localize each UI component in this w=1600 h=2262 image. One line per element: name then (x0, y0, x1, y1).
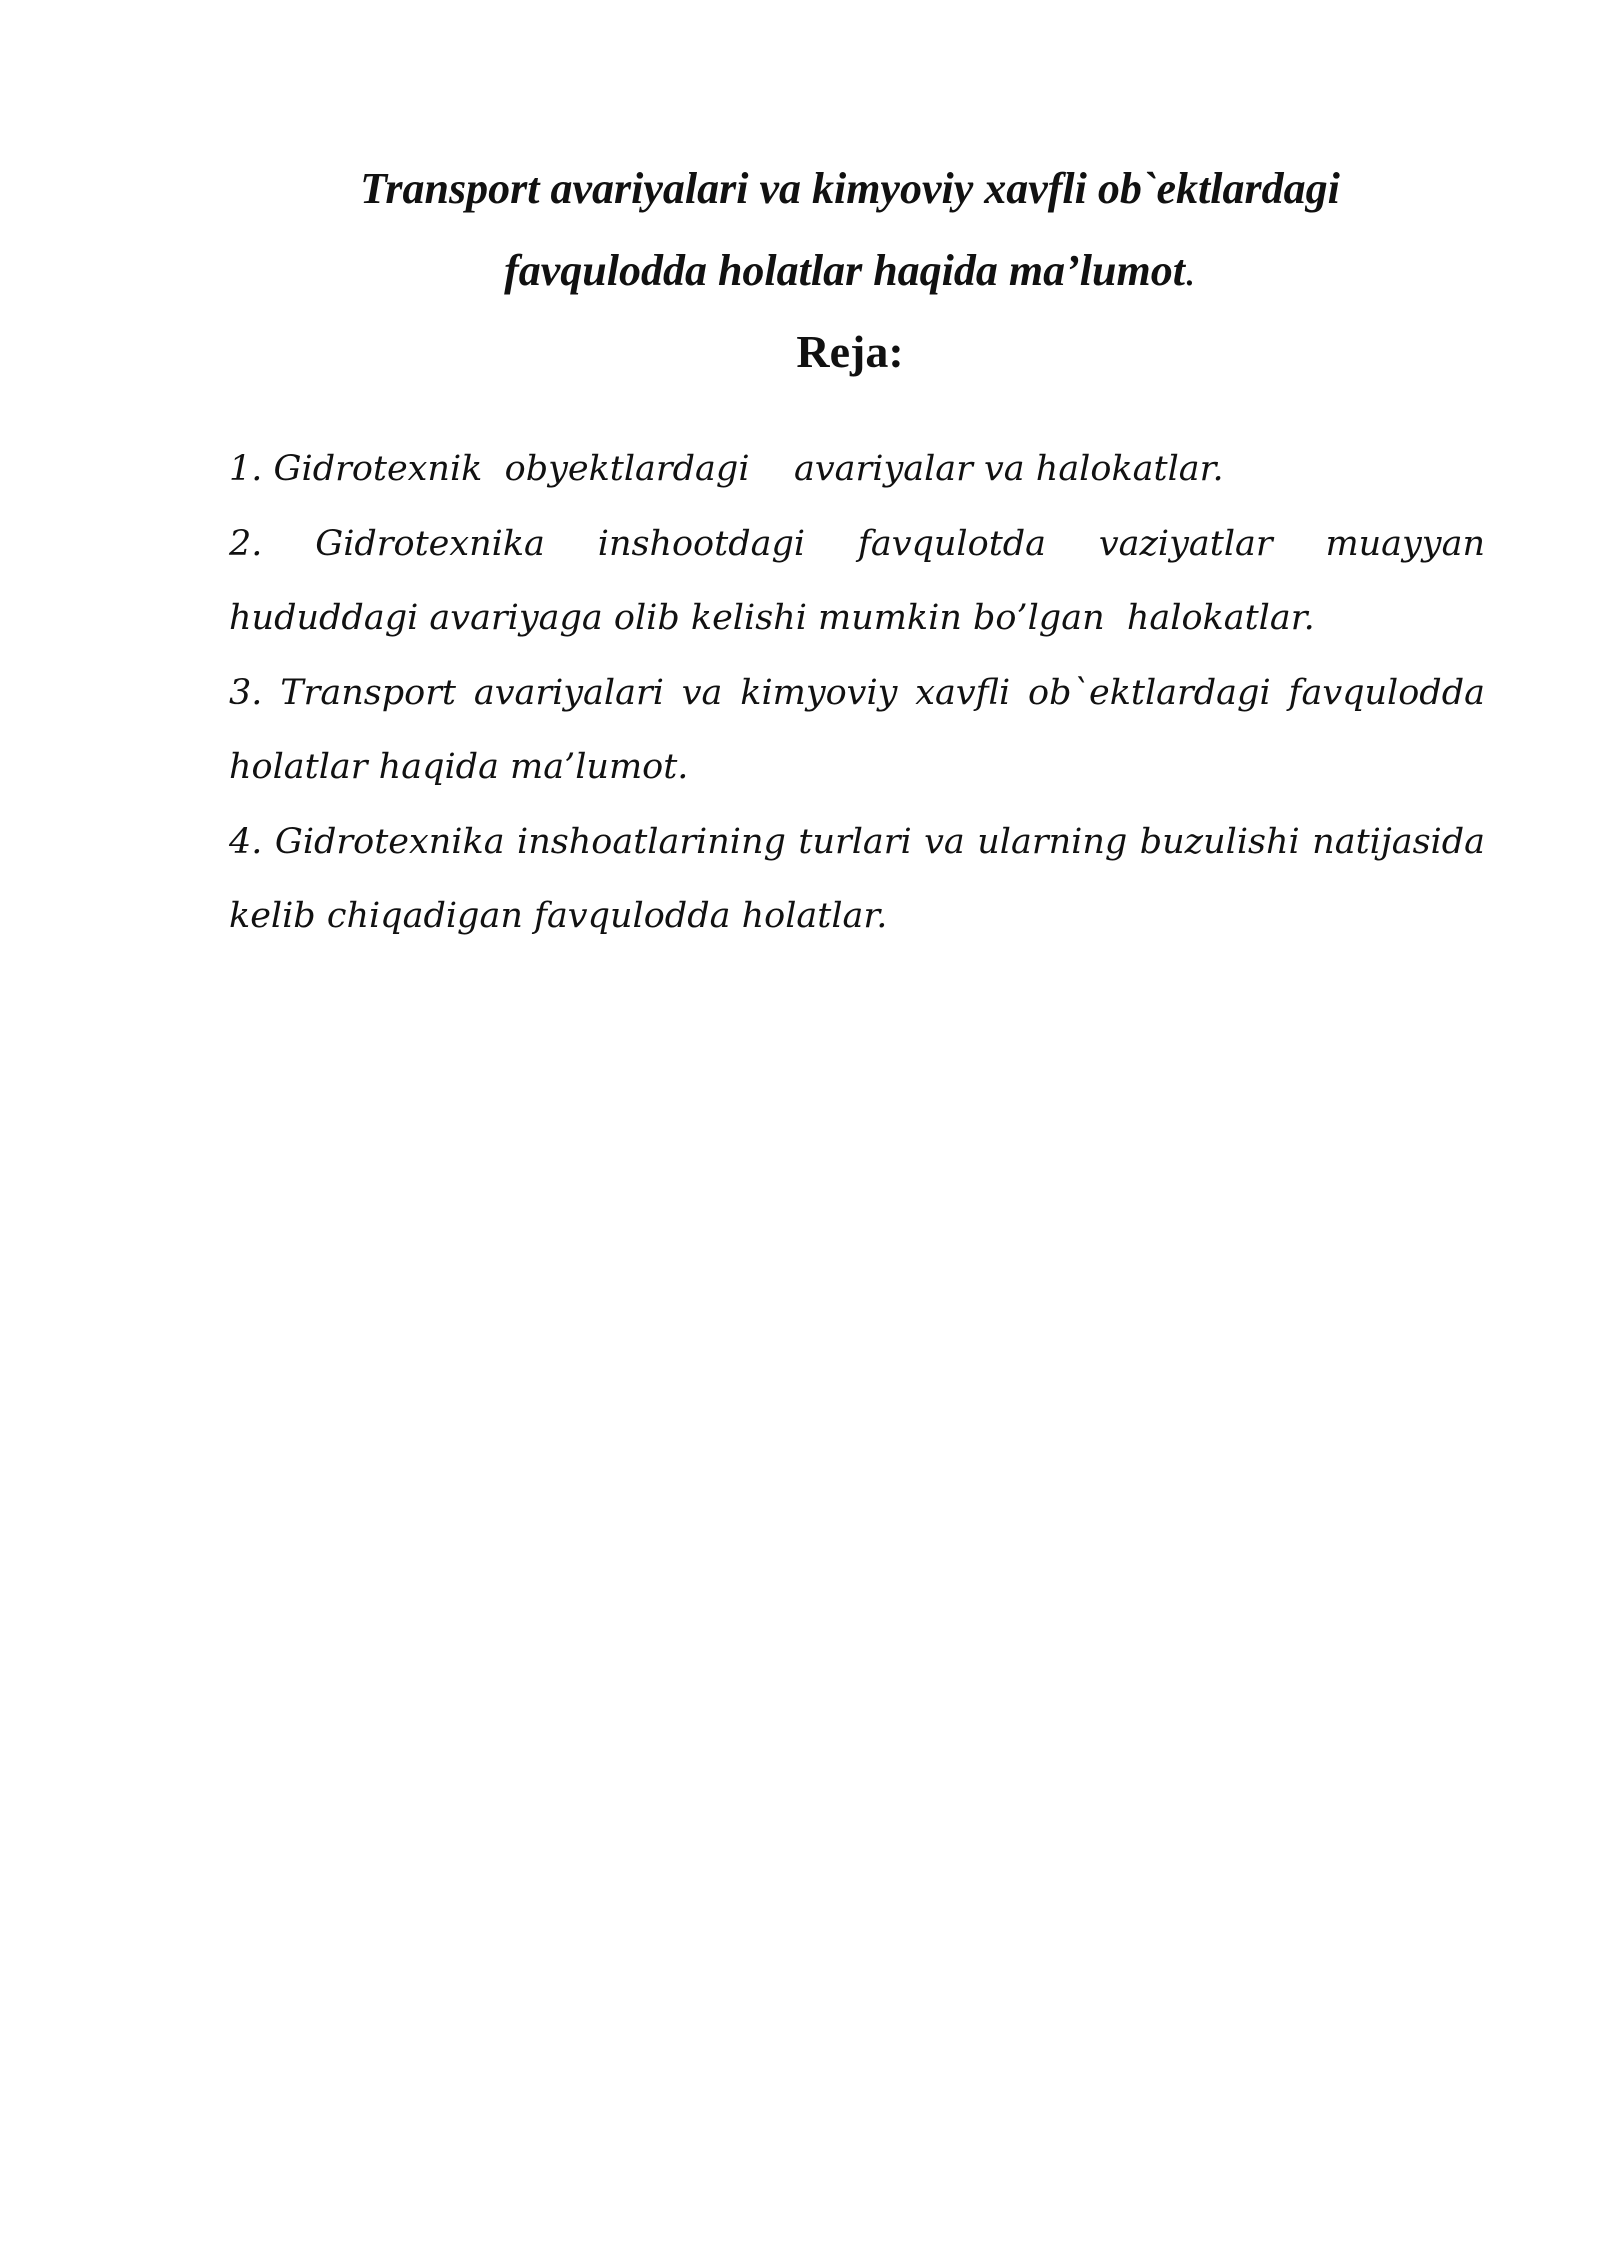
plan-item-3-text: Transport avariyalari va kimyoviy xavfli ob`ektlardagi favqulodda holatlar haqida ma’lumot. (229, 672, 1485, 787)
plan-item-1-number: 1. (229, 449, 263, 489)
plan-item-2-text-line-2: hududdagi avariyaga olib kelishi mumkin bo’lgan halokatlar. (229, 598, 1315, 638)
plan-item-2-number: 2. (229, 523, 263, 564)
plan-item-1-text: Gidrotexnik obyektlardagi avariyalar va halokatlar. (273, 449, 1224, 489)
plan-item-2-line-1 (229, 507, 1485, 582)
title-line-1: Transport avariyalari va kimyoviy xavfli ob`ektlardagi (360, 164, 1340, 213)
plan-item-4-number: 4. (229, 821, 263, 862)
document-title (260, 148, 1440, 312)
plan-item-1 (229, 432, 1485, 507)
title-line-2 (260, 230, 1440, 312)
plan-item-2-line-2 (229, 581, 1485, 656)
plan-item-3-number: 3. (229, 672, 263, 713)
plan-list (229, 432, 1485, 954)
title-period: . (1184, 246, 1196, 295)
plan-item-4 (229, 805, 1485, 954)
title-line-2-text: favqulodda holatlar haqida ma’lumot (504, 246, 1185, 295)
plan-item-2-text-line-1: Gidrotexnika inshootdagi favqulotda vaziyatlar muayyan (315, 523, 1485, 564)
plan-item-4-text: Gidrotexnika inshoatlarining turlari va ularning buzulishi natijasida kelib chiqadigan favqulodda holatlar. (229, 821, 1485, 936)
plan-heading: Reja: (796, 326, 904, 377)
plan-item-3 (229, 656, 1485, 805)
